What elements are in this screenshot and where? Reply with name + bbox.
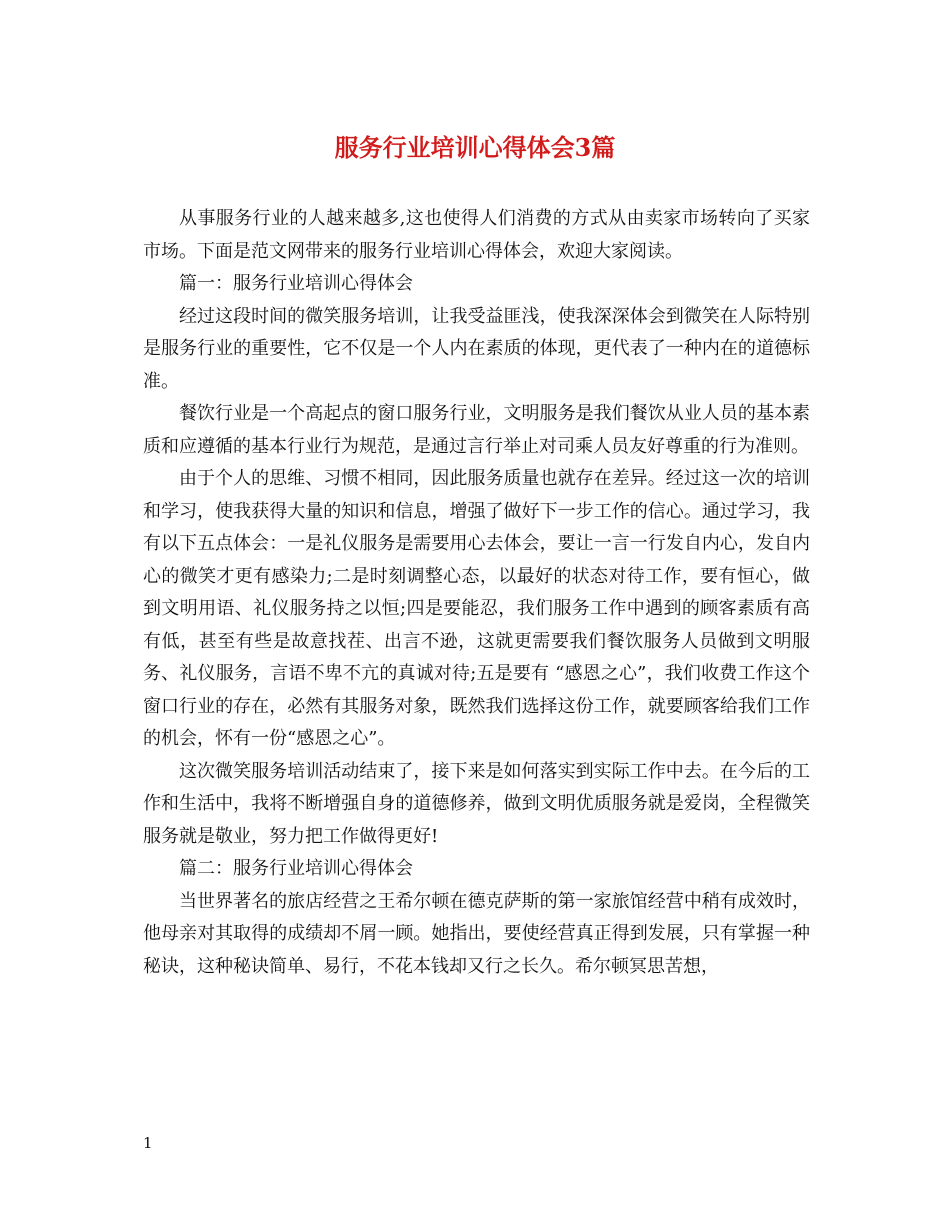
section-heading-2: 篇二：服务行业培训心得体会 (179, 858, 413, 879)
paragraph: 由于个人的思维、习惯不相同，因此服务质量也就存在差异。经过这一次的培训和学习，使我获得大量的知识和信息，增强了做好下一步工作的信心。通过学习，我有以下五点体会：一是礼仪服务是需要用心去体会，要让一言一行发自内心，发自内心的微笑才更有感染力;二是时刻调整心态，以最好的状态对待工作，要有恒心，做到文明用语、礼仪服务持之以恒;四是要能忍，我们服务工作中遇到的顾客素质有高有低，甚至有些是故意找茬、出言不逊，这就更需要我们餐饮服务人员做到文明服务、礼仪服务，言语不卑不亢的真诚对待;五是要有 “感恩之心”，我们收费工作这个窗口行业的存在，必然有其服务对象，既然我们选择这份工作，就要顾客给我们工作的机会，怀有一份“感恩之心”。 (143, 468, 810, 749)
paragraph: 经过这段时间的微笑服务培训，让我受益匪浅，使我深深体会到微笑在人际特别是服务行业的重要性，它不仅是一个人内在素质的体现，更代表了一种内在的道德标准。 (143, 305, 810, 392)
paragraph: 餐饮行业是一个高起点的窗口服务行业，文明服务是我们餐饮从业人员的基本素质和应遵循的基本行业行为规范，是通过言行举止对司乘人员友好尊重的行为准则。 (143, 403, 810, 457)
document-title: 服务行业培训心得体会3篇 (334, 133, 616, 162)
document-body (143, 203, 810, 983)
section-heading-1: 篇一：服务行业培训心得体会 (179, 273, 413, 294)
paragraph-intro: 从事服务行业的人越来越多,这也使得人们消费的方式从由卖家市场转向了买家市场。下面是范文网带来的服务行业培训心得体会，欢迎大家阅读。 (143, 208, 810, 262)
paragraph: 当世界著名的旅店经营之王希尔顿在德克萨斯的第一家旅馆经营中稍有成效时，他母亲对其取得的成绩却不屑一顾。她指出，要使经营真正得到发展，只有掌握一种秘诀，这种秘诀简单、易行，不花本钱却又行之长久。希尔顿冥思苦想， (143, 890, 810, 977)
page-number: 1 (143, 1134, 153, 1152)
paragraph: 这次微笑服务培训活动结束了，接下来是如何落实到实际工作中去。在今后的工作和生活中，我将不断增强自身的道德修养，做到文明优质服务就是爱岗，全程微笑服务就是敬业，努力把工作做得更好! (143, 760, 810, 847)
